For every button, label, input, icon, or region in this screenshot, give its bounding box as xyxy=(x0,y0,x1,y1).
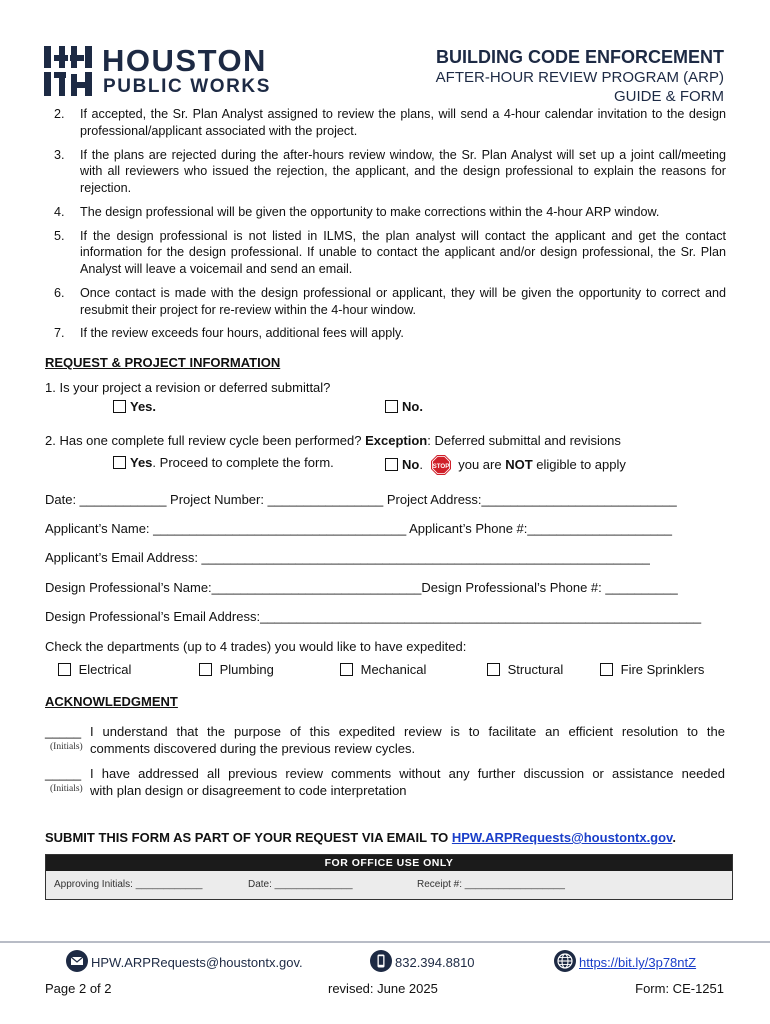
mechanical-checkbox[interactable] xyxy=(340,663,353,676)
ack-2-text-line1: I have addressed all previous review comments without any further discussion or assistance needed xyxy=(90,766,725,781)
page-number: Page 2 of 2 xyxy=(45,981,112,996)
department-electrical[interactable]: Electrical xyxy=(58,662,131,677)
question-1: 1. Is your project a revision or deferred submittal? xyxy=(45,380,331,395)
footer-divider xyxy=(0,941,770,943)
stop-sign-icon xyxy=(431,455,451,475)
logo-text-public-works: PUBLIC WORKS xyxy=(103,76,272,97)
list-item: 2. If accepted, the Sr. Plan Analyst assigned to review the plans, will send a 4-hour calendar invitation to the design professional/applicant associated with the project. xyxy=(54,107,726,138)
email-icon xyxy=(66,950,88,972)
process-steps-list xyxy=(54,106,726,349)
ack-1-text-line2: comments discovered during the previous review cycles. xyxy=(90,741,416,756)
header-subtitle-program: AFTER-HOUR REVIEW PROGRAM (ARP) xyxy=(435,69,724,86)
q1-yes-checkbox[interactable] xyxy=(113,400,126,413)
list-item: 7. If the review exceeds four hours, additional fees will apply. xyxy=(54,326,404,341)
stop-sign-text: STOP xyxy=(432,462,449,470)
department-fire-sprinklers[interactable]: Fire Sprinklers xyxy=(600,662,704,677)
header-subtitle-guide: GUIDE & FORM xyxy=(613,88,724,105)
list-item: 6. Once contact is made with the design professional or applicant, they will be given the opportunity to correct and resubmit their project for re-review within the 4-hour window. xyxy=(54,285,726,317)
q1-yes-option[interactable]: Yes. xyxy=(113,399,156,414)
approving-initials-field[interactable]: Approving Initials: ____________ xyxy=(54,879,203,890)
department-plumbing[interactable]: Plumbing xyxy=(199,662,274,677)
design-professional-name-phone-fields[interactable]: Design Professional’s Name:_____________________________Design Professional’s Phone #: __________ xyxy=(45,580,678,595)
footer-phone[interactable]: 832.394.8810 xyxy=(370,950,475,972)
q2-no-checkbox[interactable] xyxy=(385,458,398,471)
structural-checkbox[interactable] xyxy=(487,663,500,676)
submit-instruction: SUBMIT THIS FORM AS PART OF YOUR REQUEST VIA EMAIL TO HPW.ARPRequests@houstontx.gov. xyxy=(45,830,676,845)
ack-2-initials-label: (Initials) xyxy=(50,784,83,794)
department-structural[interactable]: Structural xyxy=(487,662,563,677)
form-number: Form: CE-1251 xyxy=(635,981,724,996)
fire-sprinklers-checkbox[interactable] xyxy=(600,663,613,676)
plumbing-checkbox[interactable] xyxy=(199,663,212,676)
q2-no-option[interactable]: No. STOP you are NOT eligible to apply xyxy=(385,455,626,475)
applicant-name-phone-fields[interactable]: Applicant’s Name: ___________________________________ Applicant’s Phone #:____________________ xyxy=(45,521,672,536)
receipt-number-field[interactable]: Receipt #: __________________ xyxy=(417,879,565,890)
departments-prompt: Check the departments (up to 4 trades) you would like to have expedited: xyxy=(45,639,467,654)
q1-no-checkbox[interactable] xyxy=(385,400,398,413)
date-project-fields[interactable]: Date: ____________ Project Number: ________________ Project Address:___________________________ xyxy=(45,492,677,507)
design-professional-email-field[interactable]: Design Professional’s Email Address:_____________________________________________________________ xyxy=(45,609,702,624)
header-title: BUILDING CODE ENFORCEMENT xyxy=(436,47,724,67)
electrical-checkbox[interactable] xyxy=(58,663,71,676)
department-mechanical[interactable]: Mechanical xyxy=(340,662,426,677)
office-use-title: FOR OFFICE USE ONLY xyxy=(46,855,732,871)
list-item: 4. The design professional will be given the opportunity to make corrections within the 4-hour ARP window. xyxy=(54,204,660,219)
ack-2-text-line2: with plan design or disagreement to code interpretation xyxy=(90,783,407,798)
revision-date: revised: June 2025 xyxy=(328,981,438,996)
list-item: 3. If the plans are rejected during the after-hours review window, the Sr. Plan Analyst will set up a joint call/meeting with all reviewers who issued the rejection, the applicant, and the design professional to explain the reasons for rejection. xyxy=(54,147,726,195)
question-2: 2. Has one complete full review cycle been performed? Exception: Deferred submittal and revisions xyxy=(45,433,621,448)
q2-yes-checkbox[interactable] xyxy=(113,456,126,469)
logo-mark-icon xyxy=(44,46,92,96)
ack-1-initials-label: (Initials) xyxy=(50,742,83,752)
ack-1-text-line1: I understand that the purpose of this expedited review is to facilitate an efficient resolution to the xyxy=(90,724,725,739)
acknowledgment-heading: ACKNOWLEDGMENT xyxy=(45,694,178,709)
document-header xyxy=(304,46,724,106)
globe-icon xyxy=(554,950,576,972)
q2-yes-option[interactable]: Yes. Proceed to complete the form. xyxy=(113,455,334,470)
submit-email-link[interactable]: HPW.ARPRequests@houstontx.gov xyxy=(451,830,673,845)
ack-1-initials-blank[interactable]: _____ xyxy=(45,724,82,739)
logo-text-houston: HOUSTON xyxy=(102,43,267,78)
houston-public-works-logo xyxy=(44,44,289,100)
applicant-email-field[interactable]: Applicant’s Email Address: ______________________________________________________________ xyxy=(45,550,650,565)
list-item: 5. If the design professional is not listed in ILMS, the plan analyst will contact the applicant and get the contact information for the design professional. If unable to contact the applicant and/or design professional, the Sr. Plan Analyst will leave a voicemail and send an email. xyxy=(54,228,726,276)
request-section-heading: REQUEST & PROJECT INFORMATION xyxy=(45,355,281,370)
q1-no-option[interactable]: No. xyxy=(385,399,423,414)
office-date-field[interactable]: Date: ______________ xyxy=(248,879,353,890)
phone-icon xyxy=(370,950,392,972)
footer-website[interactable]: https://bit.ly/3p78ntZ xyxy=(554,950,696,972)
footer-email[interactable]: HPW.ARPRequests@houstontx.gov. xyxy=(66,950,303,972)
ack-2-initials-blank[interactable]: _____ xyxy=(45,766,82,781)
office-use-box xyxy=(45,854,733,900)
